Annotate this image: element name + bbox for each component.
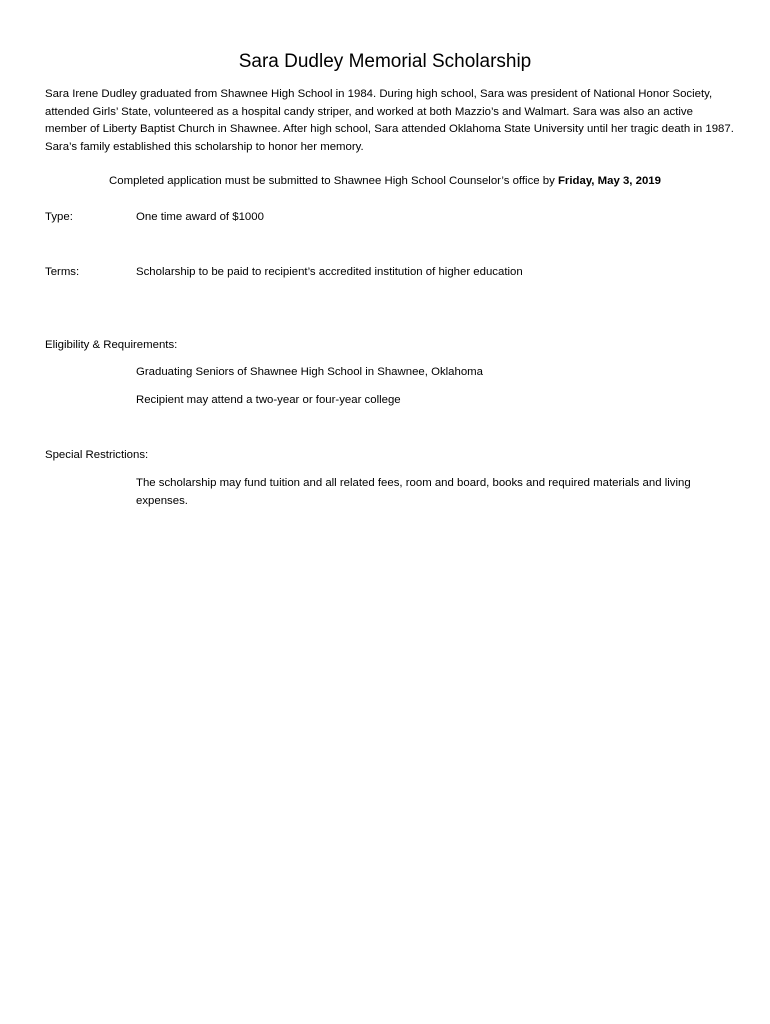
type-value: One time award of $1000 [136, 211, 264, 223]
type-label: Type: [45, 211, 73, 223]
terms-value: Scholarship to be paid to recipient’s accredited institution of higher education [136, 266, 523, 278]
terms-label: Terms: [45, 266, 80, 278]
special-restrictions-value: The scholarship may fund tuition and all related fees, room and board, books and required materials and living expenses. [136, 477, 691, 507]
special-restrictions-label: Special Restrictions: [45, 449, 149, 461]
page-title: Sara Dudley Memorial Scholarship [238, 51, 532, 72]
deadline-text: Completed application must be submitted to Shawnee High School Counselor’s office by [109, 175, 558, 187]
deadline-date: Friday, May 3, 2019 [557, 175, 661, 187]
intro-paragraph: Sara Irene Dudley graduated from Shawnee High School in 1984. During high school, Sara was president of National Honor Society, attended Girls’ State, volunteered as a hospital candy striper, and worked at both Mazzio’s and Walmart. Sara was also an active member of Liberty Baptist Church in Shawnee. After high school, Sara attended Oklahoma State University until her tragic death in 1987. Sara’s family established this scholarship to honor her memory. [45, 88, 734, 153]
eligibility-item: Recipient may attend a two-year or four-year college [136, 394, 401, 406]
eligibility-item: Graduating Seniors of Shawnee High School in Shawnee, Oklahoma [136, 366, 483, 378]
deadline-notice [0, 173, 770, 191]
eligibility-label: Eligibility & Requirements: [45, 339, 178, 351]
